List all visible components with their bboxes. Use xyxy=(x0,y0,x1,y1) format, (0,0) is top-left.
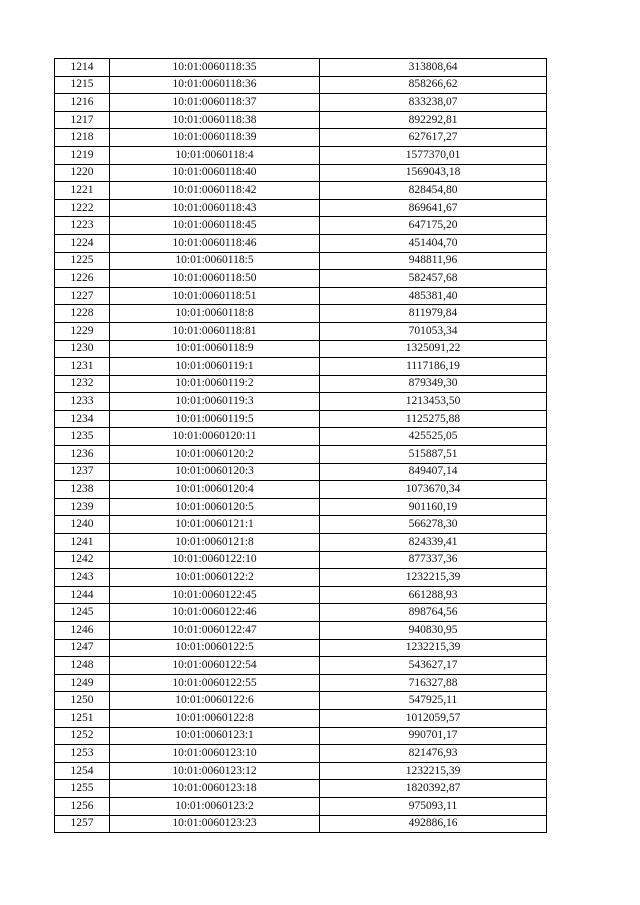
cadastral-number-cell: 10:01:0060121:8 xyxy=(110,534,320,552)
row-number-cell: 1231 xyxy=(55,358,110,376)
row-number-cell: 1220 xyxy=(55,164,110,182)
amount-cell: 892292,81 xyxy=(320,111,547,129)
amount-cell: 879349,30 xyxy=(320,375,547,393)
amount-cell: 627617,27 xyxy=(320,129,547,147)
table-row xyxy=(55,270,547,288)
table-body xyxy=(55,59,547,833)
amount-cell: 582457,68 xyxy=(320,270,547,288)
row-number-cell: 1243 xyxy=(55,569,110,587)
table-row xyxy=(55,94,547,112)
cadastral-number-cell: 10:01:0060122:8 xyxy=(110,709,320,727)
row-number-cell: 1247 xyxy=(55,639,110,657)
table-row xyxy=(55,428,547,446)
amount-cell: 701053,34 xyxy=(320,322,547,340)
cadastral-number-cell: 10:01:0060118:8 xyxy=(110,305,320,323)
amount-cell: 1117186,19 xyxy=(320,358,547,376)
amount-cell: 515887,51 xyxy=(320,446,547,464)
row-number-cell: 1255 xyxy=(55,780,110,798)
row-number-cell: 1239 xyxy=(55,498,110,516)
amount-cell: 821476,93 xyxy=(320,745,547,763)
table-row xyxy=(55,586,547,604)
table-row xyxy=(55,622,547,640)
cadastral-number-cell: 10:01:0060120:11 xyxy=(110,428,320,446)
amount-cell: 877337,36 xyxy=(320,551,547,569)
row-number-cell: 1221 xyxy=(55,182,110,200)
table-row xyxy=(55,164,547,182)
table-row xyxy=(55,797,547,815)
table-row xyxy=(55,692,547,710)
cadastral-number-cell: 10:01:0060120:3 xyxy=(110,463,320,481)
table-row xyxy=(55,534,547,552)
cadastral-number-cell: 10:01:0060119:2 xyxy=(110,375,320,393)
table-row xyxy=(55,498,547,516)
cadastral-number-cell: 10:01:0060118:42 xyxy=(110,182,320,200)
table-row xyxy=(55,146,547,164)
cadastral-number-cell: 10:01:0060122:45 xyxy=(110,586,320,604)
table-row xyxy=(55,410,547,428)
table-row xyxy=(55,393,547,411)
table-row xyxy=(55,446,547,464)
amount-cell: 901160,19 xyxy=(320,498,547,516)
cadastral-number-cell: 10:01:0060122:6 xyxy=(110,692,320,710)
table-row xyxy=(55,305,547,323)
amount-cell: 858266,62 xyxy=(320,76,547,94)
row-number-cell: 1254 xyxy=(55,762,110,780)
row-number-cell: 1252 xyxy=(55,727,110,745)
table-row xyxy=(55,463,547,481)
amount-cell: 547925,11 xyxy=(320,692,547,710)
row-number-cell: 1217 xyxy=(55,111,110,129)
amount-cell: 1577370,01 xyxy=(320,146,547,164)
row-number-cell: 1232 xyxy=(55,375,110,393)
amount-cell: 975093,11 xyxy=(320,797,547,815)
table-row xyxy=(55,639,547,657)
amount-cell: 948811,96 xyxy=(320,252,547,270)
row-number-cell: 1250 xyxy=(55,692,110,710)
table-row xyxy=(55,287,547,305)
table-row xyxy=(55,234,547,252)
table-row xyxy=(55,199,547,217)
cadastral-number-cell: 10:01:0060118:81 xyxy=(110,322,320,340)
amount-cell: 824339,41 xyxy=(320,534,547,552)
table-row xyxy=(55,674,547,692)
row-number-cell: 1227 xyxy=(55,287,110,305)
cadastral-number-cell: 10:01:0060118:40 xyxy=(110,164,320,182)
row-number-cell: 1222 xyxy=(55,199,110,217)
amount-cell: 1232215,39 xyxy=(320,639,547,657)
table-row xyxy=(55,745,547,763)
table-row xyxy=(55,375,547,393)
data-table xyxy=(54,58,547,833)
row-number-cell: 1235 xyxy=(55,428,110,446)
row-number-cell: 1218 xyxy=(55,129,110,147)
table-row xyxy=(55,604,547,622)
row-number-cell: 1237 xyxy=(55,463,110,481)
cadastral-number-cell: 10:01:0060118:38 xyxy=(110,111,320,129)
amount-cell: 1073670,34 xyxy=(320,481,547,499)
cadastral-number-cell: 10:01:0060123:23 xyxy=(110,815,320,833)
cadastral-number-cell: 10:01:0060118:9 xyxy=(110,340,320,358)
amount-cell: 898764,56 xyxy=(320,604,547,622)
row-number-cell: 1253 xyxy=(55,745,110,763)
row-number-cell: 1223 xyxy=(55,217,110,235)
row-number-cell: 1240 xyxy=(55,516,110,534)
cadastral-number-cell: 10:01:0060122:47 xyxy=(110,622,320,640)
table-row xyxy=(55,182,547,200)
cadastral-number-cell: 10:01:0060118:51 xyxy=(110,287,320,305)
table-row xyxy=(55,815,547,833)
amount-cell: 313808,64 xyxy=(320,59,547,77)
row-number-cell: 1216 xyxy=(55,94,110,112)
row-number-cell: 1230 xyxy=(55,340,110,358)
table-row xyxy=(55,780,547,798)
table-row xyxy=(55,252,547,270)
amount-cell: 990701,17 xyxy=(320,727,547,745)
amount-cell: 451404,70 xyxy=(320,234,547,252)
amount-cell: 1213453,50 xyxy=(320,393,547,411)
row-number-cell: 1226 xyxy=(55,270,110,288)
cadastral-number-cell: 10:01:0060120:4 xyxy=(110,481,320,499)
amount-cell: 849407,14 xyxy=(320,463,547,481)
amount-cell: 811979,84 xyxy=(320,305,547,323)
amount-cell: 940830,95 xyxy=(320,622,547,640)
row-number-cell: 1225 xyxy=(55,252,110,270)
cadastral-number-cell: 10:01:0060122:5 xyxy=(110,639,320,657)
amount-cell: 1232215,39 xyxy=(320,569,547,587)
cadastral-number-cell: 10:01:0060118:50 xyxy=(110,270,320,288)
cadastral-number-cell: 10:01:0060118:39 xyxy=(110,129,320,147)
cadastral-number-cell: 10:01:0060118:37 xyxy=(110,94,320,112)
table-row xyxy=(55,59,547,77)
cadastral-number-cell: 10:01:0060123:12 xyxy=(110,762,320,780)
row-number-cell: 1214 xyxy=(55,59,110,77)
amount-cell: 833238,07 xyxy=(320,94,547,112)
row-number-cell: 1257 xyxy=(55,815,110,833)
row-number-cell: 1215 xyxy=(55,76,110,94)
table-row xyxy=(55,762,547,780)
table-row xyxy=(55,129,547,147)
amount-cell: 1569043,18 xyxy=(320,164,547,182)
cadastral-number-cell: 10:01:0060118:35 xyxy=(110,59,320,77)
amount-cell: 1125275,88 xyxy=(320,410,547,428)
row-number-cell: 1233 xyxy=(55,393,110,411)
cadastral-number-cell: 10:01:0060118:4 xyxy=(110,146,320,164)
row-number-cell: 1249 xyxy=(55,674,110,692)
row-number-cell: 1234 xyxy=(55,410,110,428)
amount-cell: 543627,17 xyxy=(320,657,547,675)
cadastral-number-cell: 10:01:0060122:55 xyxy=(110,674,320,692)
amount-cell: 425525,05 xyxy=(320,428,547,446)
cadastral-number-cell: 10:01:0060123:2 xyxy=(110,797,320,815)
row-number-cell: 1236 xyxy=(55,446,110,464)
row-number-cell: 1242 xyxy=(55,551,110,569)
cadastral-number-cell: 10:01:0060122:10 xyxy=(110,551,320,569)
cadastral-number-cell: 10:01:0060118:5 xyxy=(110,252,320,270)
cadastral-number-cell: 10:01:0060122:46 xyxy=(110,604,320,622)
cadastral-number-cell: 10:01:0060118:46 xyxy=(110,234,320,252)
cadastral-number-cell: 10:01:0060122:54 xyxy=(110,657,320,675)
amount-cell: 647175,20 xyxy=(320,217,547,235)
row-number-cell: 1224 xyxy=(55,234,110,252)
table-row xyxy=(55,569,547,587)
row-number-cell: 1245 xyxy=(55,604,110,622)
amount-cell: 485381,40 xyxy=(320,287,547,305)
cadastral-number-cell: 10:01:0060119:1 xyxy=(110,358,320,376)
amount-cell: 661288,93 xyxy=(320,586,547,604)
row-number-cell: 1248 xyxy=(55,657,110,675)
row-number-cell: 1229 xyxy=(55,322,110,340)
cadastral-number-cell: 10:01:0060123:1 xyxy=(110,727,320,745)
cadastral-number-cell: 10:01:0060118:45 xyxy=(110,217,320,235)
table-row xyxy=(55,340,547,358)
amount-cell: 869641,67 xyxy=(320,199,547,217)
cadastral-number-cell: 10:01:0060118:43 xyxy=(110,199,320,217)
row-number-cell: 1238 xyxy=(55,481,110,499)
cadastral-number-cell: 10:01:0060120:2 xyxy=(110,446,320,464)
table-row xyxy=(55,111,547,129)
cadastral-number-cell: 10:01:0060123:10 xyxy=(110,745,320,763)
cadastral-number-cell: 10:01:0060119:5 xyxy=(110,410,320,428)
table-row xyxy=(55,358,547,376)
cadastral-number-cell: 10:01:0060121:1 xyxy=(110,516,320,534)
table-row xyxy=(55,657,547,675)
table-row xyxy=(55,709,547,727)
cadastral-number-cell: 10:01:0060123:18 xyxy=(110,780,320,798)
amount-cell: 1820392,87 xyxy=(320,780,547,798)
cadastral-number-cell: 10:01:0060119:3 xyxy=(110,393,320,411)
row-number-cell: 1219 xyxy=(55,146,110,164)
table-row xyxy=(55,481,547,499)
amount-cell: 828454,80 xyxy=(320,182,547,200)
row-number-cell: 1244 xyxy=(55,586,110,604)
cadastral-number-cell: 10:01:0060118:36 xyxy=(110,76,320,94)
amount-cell: 1232215,39 xyxy=(320,762,547,780)
table-row xyxy=(55,516,547,534)
cadastral-number-cell: 10:01:0060120:5 xyxy=(110,498,320,516)
row-number-cell: 1228 xyxy=(55,305,110,323)
amount-cell: 716327,88 xyxy=(320,674,547,692)
row-number-cell: 1256 xyxy=(55,797,110,815)
row-number-cell: 1251 xyxy=(55,709,110,727)
amount-cell: 1325091,22 xyxy=(320,340,547,358)
row-number-cell: 1241 xyxy=(55,534,110,552)
amount-cell: 492886,16 xyxy=(320,815,547,833)
amount-cell: 1012059,57 xyxy=(320,709,547,727)
row-number-cell: 1246 xyxy=(55,622,110,640)
cadastral-number-cell: 10:01:0060122:2 xyxy=(110,569,320,587)
table-row xyxy=(55,322,547,340)
amount-cell: 566278,30 xyxy=(320,516,547,534)
table-row xyxy=(55,551,547,569)
table-row xyxy=(55,727,547,745)
table-row xyxy=(55,76,547,94)
table-row xyxy=(55,217,547,235)
